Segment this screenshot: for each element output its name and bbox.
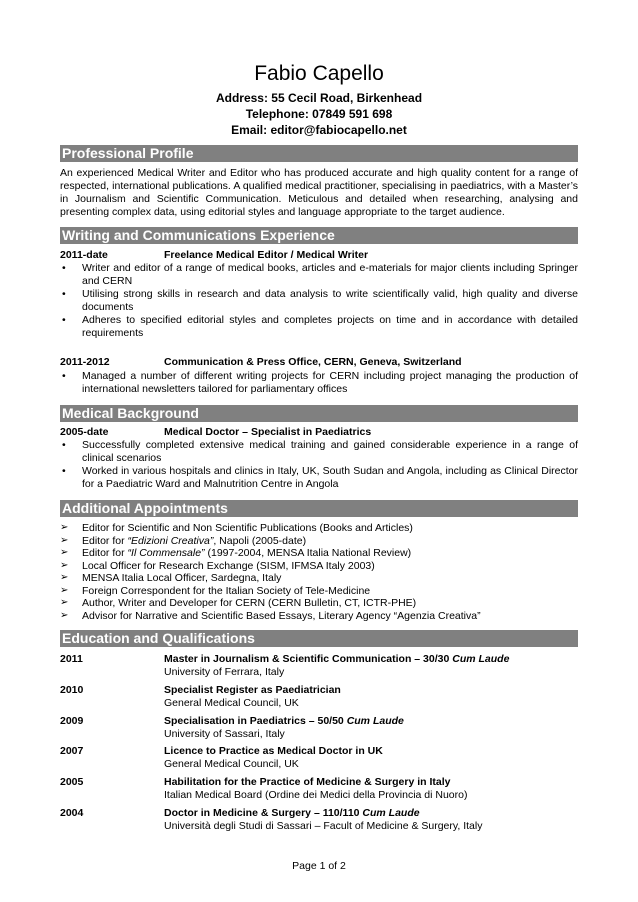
education-year: 2011	[60, 653, 83, 665]
education-entry	[60, 807, 578, 835]
education-entry	[60, 776, 578, 804]
education-institution: Università degli Studi di Sassari – Facult of Medicine & Surgery, Italy	[164, 820, 483, 832]
education-institution: Italian Medical Board (Ordine dei Medici della Provincia di Nuoro)	[164, 789, 468, 801]
education-entry	[60, 653, 578, 681]
list-item: • Writer and editor of a range of medical books, articles and e-materials for major clients including Springer and CERN	[60, 262, 578, 287]
email: Email: editor@fabiocapello.net	[231, 123, 407, 137]
education-institution: University of Ferrara, Italy	[164, 666, 285, 678]
education-year: 2009	[60, 715, 84, 727]
job-title: Medical Doctor – Specialist in Paediatrics	[164, 426, 372, 438]
education-year: 2004	[60, 807, 84, 819]
section-heading-writing: Writing and Communications Experience	[60, 227, 578, 244]
education-year: 2007	[60, 745, 84, 757]
arrow-bullet-icon: ➢	[60, 572, 69, 583]
job-title: Communication & Press Office, CERN, Geneva, Switzerland	[164, 356, 462, 368]
education-year: 2005	[60, 776, 84, 788]
contact-block	[60, 90, 578, 138]
education-degree: Specialist Register as Paediatrician	[164, 684, 341, 696]
section-heading-profile: Professional Profile	[60, 145, 578, 162]
page-number: Page 1 of 2	[292, 860, 346, 872]
telephone: Telephone: 07849 591 698	[245, 107, 393, 121]
section-heading-medical: Medical Background	[60, 405, 578, 422]
job-year: 2011-2012	[60, 356, 110, 368]
list-item: ➢ Foreign Correspondent for the Italian Society of Tele-Medicine	[60, 584, 371, 597]
job-heading	[60, 426, 578, 439]
education-degree: Licence to Practice as Medical Doctor in UK	[164, 745, 383, 757]
job-title: Freelance Medical Editor / Medical Writer	[164, 249, 369, 261]
job-bullets	[60, 370, 578, 396]
education-degree: Master in Journalism & Scientific Communication – 30/30 Cum Laude	[164, 653, 510, 665]
list-item: • Managed a number of different writing projects for CERN including project managing the production of international newsletters tailored for parliamentary offices	[60, 370, 578, 395]
list-item: ➢ Editor for Scientific and Non Scientific Publications (Books and Articles)	[60, 522, 413, 534]
list-item: • Worked in various hospitals and clinics in Italy, UK, South Sudan and Angola, including as Clinical Director for a Paediatric Ward and Malnutrition Centre in Angola	[60, 465, 578, 490]
job-heading	[60, 356, 578, 369]
list-item: • Utilising strong skills in research and data analysis to write scientifically valid, high quality and diverse documents	[60, 288, 578, 313]
arrow-bullet-icon: ➢	[60, 609, 69, 621]
education-year: 2010	[60, 684, 84, 696]
arrow-bullet-icon: ➢	[60, 597, 69, 608]
section-heading-education: Education and Qualifications	[60, 630, 578, 647]
list-item: ➢ Advisor for Narrative and Scientific Based Essays, Literary Agency “Agenzia Creativa”	[60, 609, 481, 622]
list-item: • Adheres to specified editorial styles and completes projects on time and in accordance with detailed requirements	[60, 314, 578, 339]
job-heading	[60, 249, 578, 262]
job-year: 2005-date	[60, 426, 109, 438]
education-degree: Specialisation in Paediatrics – 50/50 Cum Laude	[164, 715, 404, 727]
education-institution: General Medical Council, UK	[164, 697, 299, 709]
arrow-bullet-icon: ➢	[60, 584, 69, 596]
arrow-bullet-icon: ➢	[60, 547, 69, 558]
profile-text: An experienced Medical Writer and Editor who has produced accurate and high quality content for a range of respected, international publications. A qualified medical practitioner, specialising in paediatrics, with a Master’s in Journalism and Scientific Communication. Meticulous and detailed when researching, analysing and presenting complex data, using editorial styles and language appropriate to the target audience.	[60, 167, 578, 218]
arrow-bullet-icon: ➢	[60, 559, 69, 571]
list-item: ➢ Editor for “Il Commensale” (1997-2004, MENSA Italia National Review)	[60, 547, 412, 559]
education-entry	[60, 684, 578, 712]
education-degree: Doctor in Medicine & Surgery – 110/110 Cum Laude	[164, 807, 420, 819]
education-degree: Habilitation for the Practice of Medicine & Surgery in Italy	[164, 776, 451, 788]
education-entry	[60, 715, 578, 743]
candidate-name: Fabio Capello	[254, 62, 384, 85]
job-bullets	[60, 262, 578, 340]
medical-bullets	[60, 439, 578, 491]
education-entry	[60, 745, 578, 773]
list-item: ➢ Author, Writer and Developer for CERN (CERN Bulletin, CT, ICTR-PHE)	[60, 597, 417, 609]
section-heading-appointments: Additional Appointments	[60, 500, 578, 517]
education-institution: General Medical Council, UK	[164, 758, 299, 770]
list-item: ➢ Local Officer for Research Exchange (SISM, IFMSA Italy 2003)	[60, 559, 375, 572]
address: Address: 55 Cecil Road, Birkenhead	[215, 91, 423, 105]
job-year: 2011-date	[60, 249, 108, 261]
list-item: ➢ MENSA Italia Local Officer, Sardegna, Italy	[60, 572, 282, 584]
list-item: • Successfully completed extensive medical training and gained considerable experience in a range of clinical scenarios	[60, 439, 578, 464]
arrow-bullet-icon: ➢	[60, 522, 69, 533]
arrow-bullet-icon: ➢	[60, 534, 69, 546]
appointments-list	[60, 522, 578, 622]
list-item: ➢ Editor for “Edizioni Creativa”, Napoli (2005-date)	[60, 534, 307, 547]
education-institution: University of Sassari, Italy	[164, 728, 285, 740]
